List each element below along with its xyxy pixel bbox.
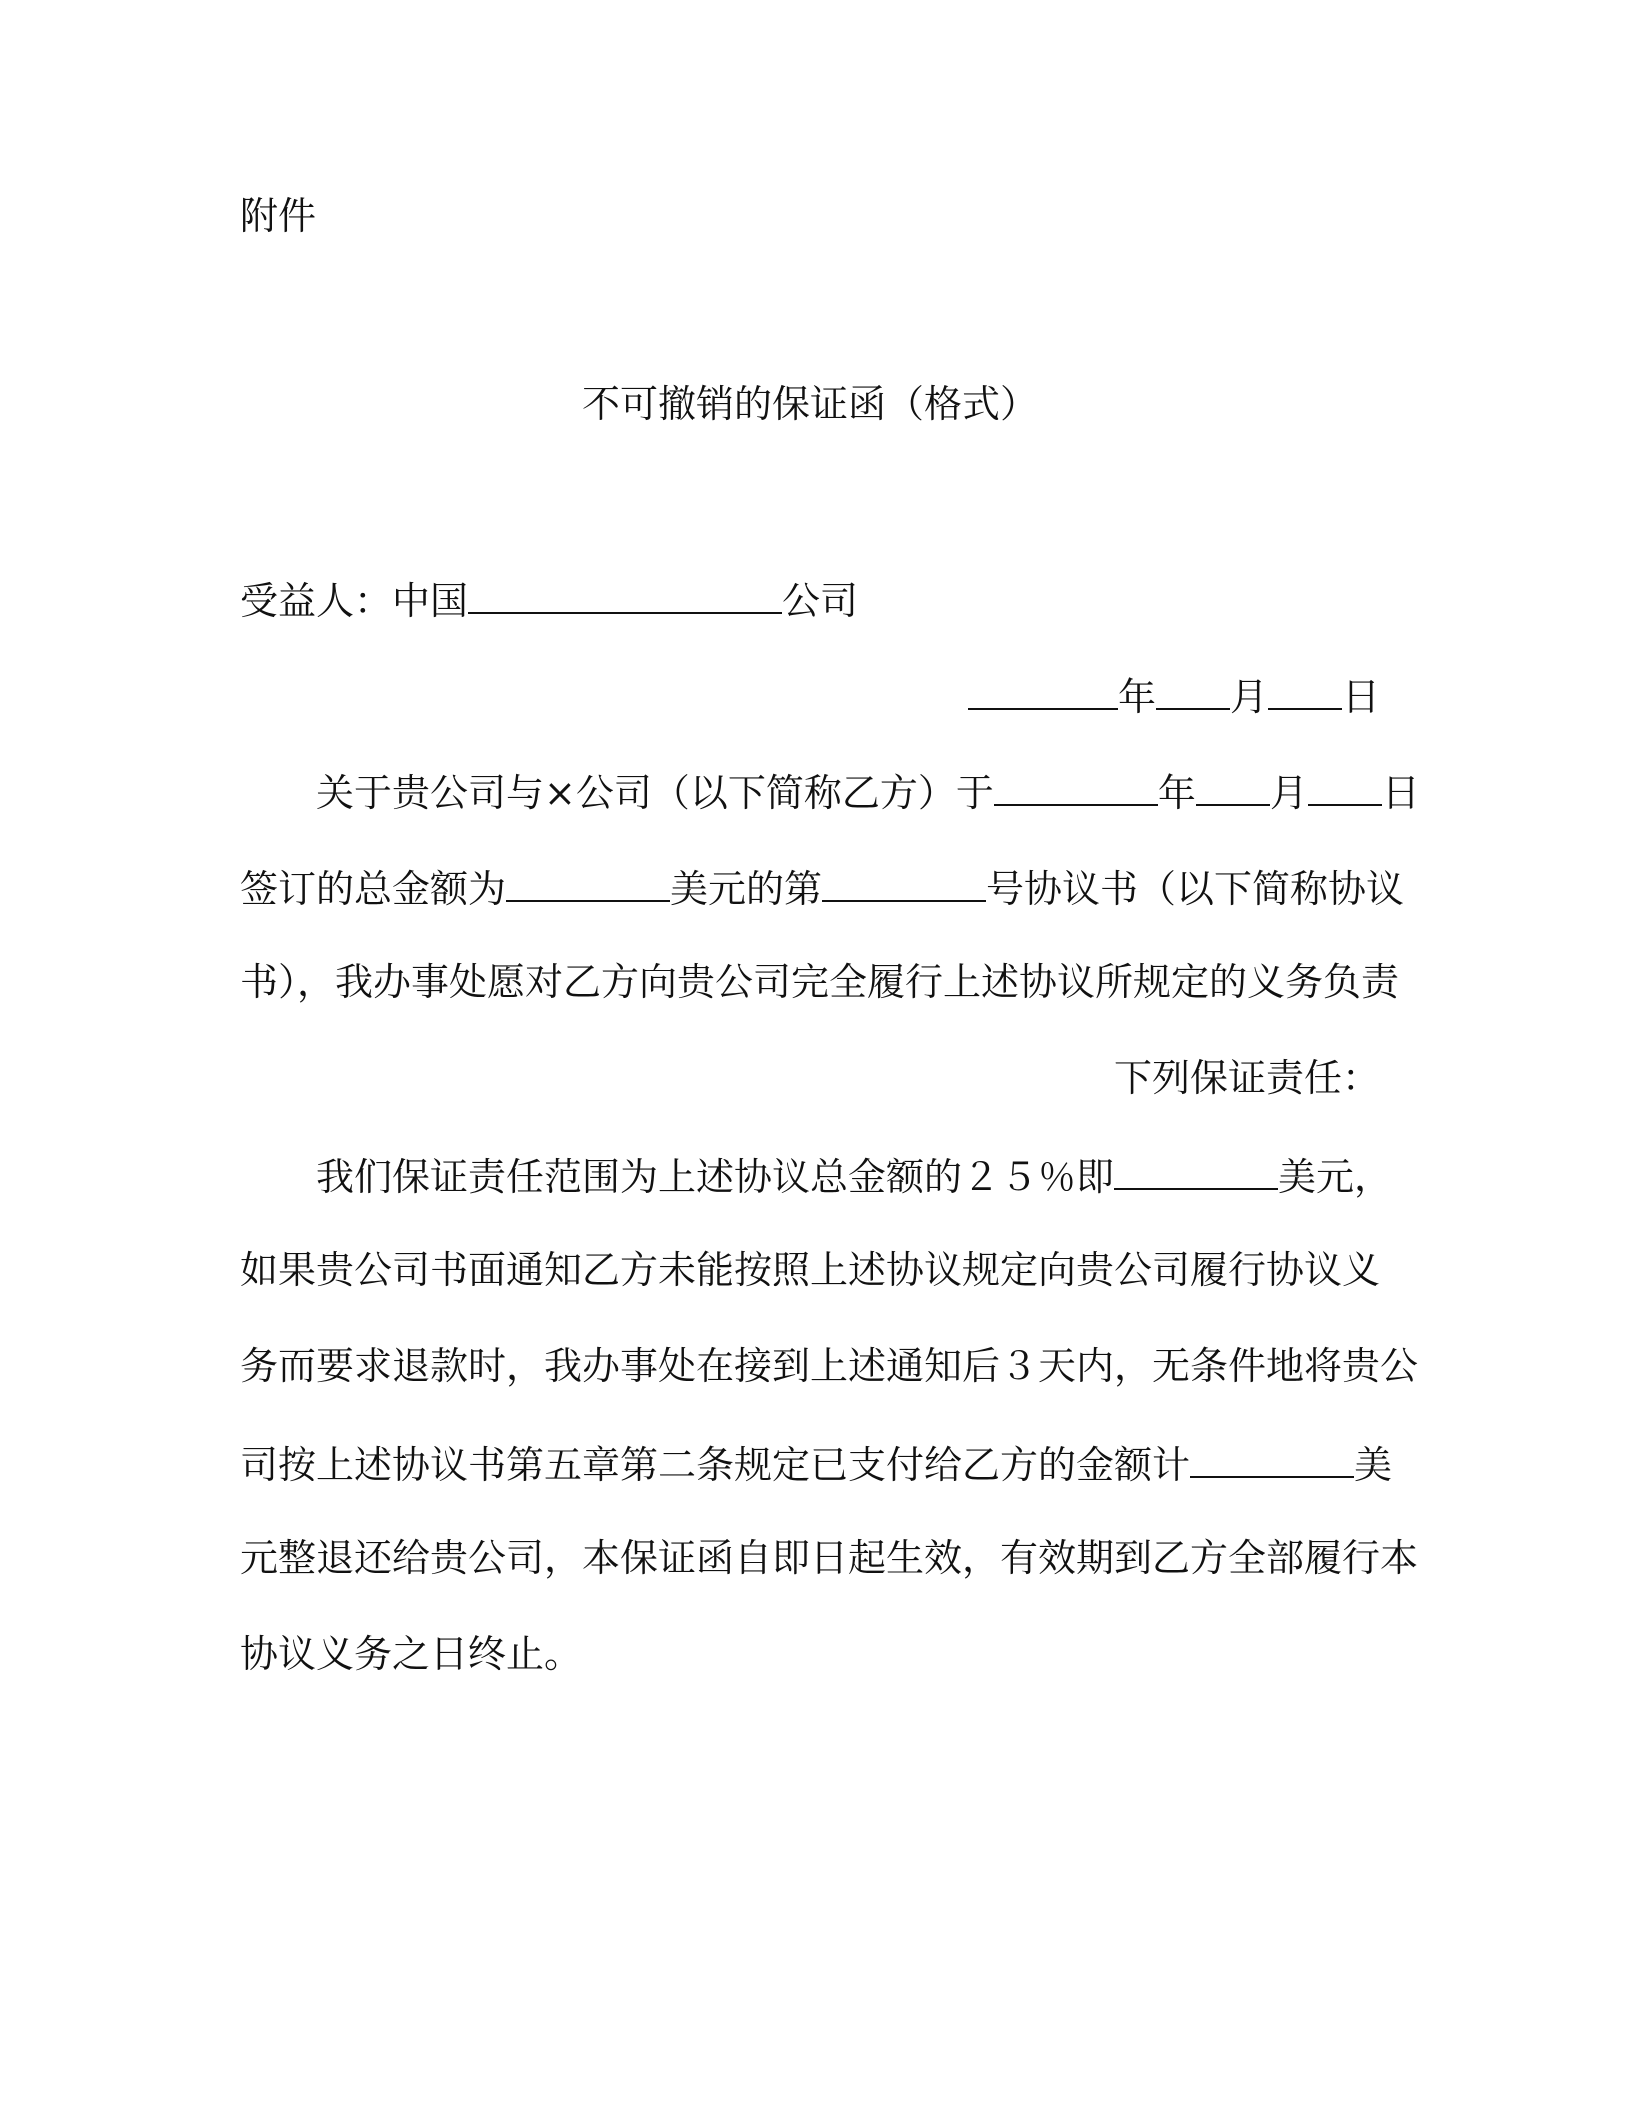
signing-day-blank [1308, 764, 1382, 806]
agreement-number-blank [822, 860, 986, 902]
paragraph2-line2: 如果贵公司书面通知乙方未能按照上述协议规定向贵公司履行协议义 [240, 1248, 1381, 1292]
date-line: 年 月 日 [240, 668, 1380, 720]
document-title: 不可撤销的保证函（格式） [581, 382, 1038, 426]
guarantee-amount-blank [1114, 1148, 1278, 1190]
total-amount-blank [506, 860, 670, 902]
paragraph1-line3: 书），我办事处愿对乙方向贵公司完全履行上述协议所规定的义务负责 [240, 960, 1400, 1004]
refund-amount-blank [1190, 1436, 1354, 1478]
paragraph2-line4: 司按上述协议书第五章第二条规定已支付给乙方的金额计 美 [240, 1436, 1380, 1488]
month-blank [1156, 668, 1230, 710]
year-blank [968, 668, 1118, 710]
day-blank [1268, 668, 1342, 710]
paragraph2-line1: 我们保证责任范围为上述协议总金额的２５％即 美元， [240, 1148, 1380, 1200]
paragraph1-line4: 下列保证责任： [1113, 1056, 1380, 1100]
paragraph2-line3: 务而要求退款时，我办事处在接到上述通知后３天内，无条件地将贵公 [240, 1344, 1419, 1388]
paragraph1-line2: 签订的总金额为 美元的第 号协议书（以下简称协议 [240, 860, 1380, 912]
paragraph1-line1: 关于贵公司与×公司（以下简称乙方）于 年 月 日 [240, 764, 1380, 816]
paragraph2-line6: 协议义务之日终止。 [240, 1632, 583, 1676]
attachment-label: 附件 [240, 194, 317, 238]
signing-year-blank [994, 764, 1158, 806]
beneficiary-blank [468, 572, 782, 614]
signing-month-blank [1196, 764, 1270, 806]
beneficiary-line: 受益人：中国 公司 [240, 572, 1380, 624]
paragraph2-line5: 元整退还给贵公司，本保证函自即日起生效，有效期到乙方全部履行本 [240, 1536, 1419, 1580]
